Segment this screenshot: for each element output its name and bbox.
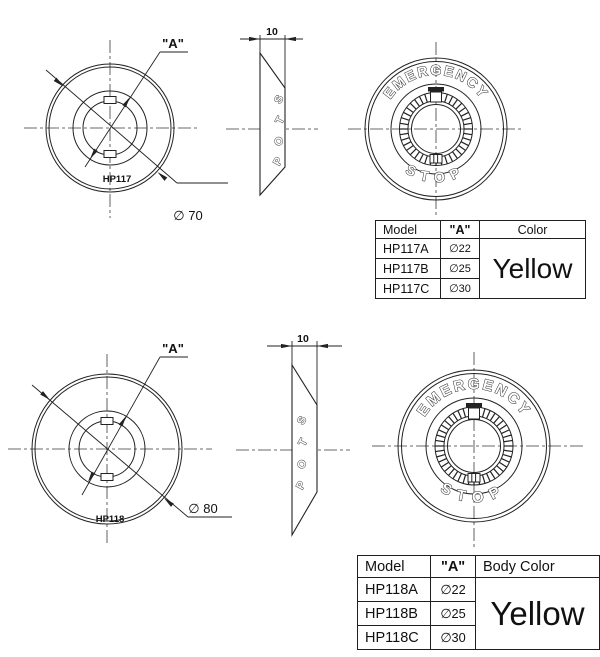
table-header-row bbox=[376, 221, 586, 239]
keyway-notch-bottom bbox=[101, 474, 113, 481]
a-cell: ∅22 bbox=[431, 578, 476, 602]
table-row bbox=[376, 239, 586, 259]
header-model: Model bbox=[376, 221, 441, 239]
header-model: Model bbox=[358, 556, 431, 578]
side-letter: T bbox=[296, 436, 311, 449]
side-letter: P bbox=[294, 479, 309, 492]
header-a: "A" bbox=[431, 556, 476, 578]
model-cell: HP118A bbox=[358, 578, 431, 602]
anti-rotation-tab-top bbox=[428, 87, 444, 92]
thickness-dim: 10 bbox=[266, 26, 278, 38]
dim-a-label: "A" bbox=[162, 341, 184, 356]
side-letter: O bbox=[272, 134, 287, 149]
side-letter: P bbox=[271, 155, 286, 168]
anti-rotation-tab-bottom bbox=[430, 155, 442, 164]
a-cell: ∅30 bbox=[431, 626, 476, 650]
a-cell: ∅25 bbox=[431, 602, 476, 626]
emergency-arc-text: EMERGENCY bbox=[413, 375, 535, 420]
table-row bbox=[358, 578, 600, 602]
dim-outer-label: ∅ 80 bbox=[188, 501, 218, 516]
model-cell: HP118C bbox=[358, 626, 431, 650]
header-body-color: Body Color bbox=[475, 556, 599, 578]
hp117-side-view bbox=[226, 26, 318, 195]
emergency-arc-text: EMERGENCY bbox=[380, 61, 492, 102]
side-letter: O bbox=[295, 457, 310, 472]
model-cell: HP117A bbox=[376, 239, 441, 259]
keyway-notch-top bbox=[104, 97, 116, 104]
side-letter: S bbox=[295, 414, 310, 427]
tab-top-body bbox=[469, 408, 480, 419]
dim-outer-label: ∅ 70 bbox=[173, 208, 203, 223]
anti-rotation-tab-bottom bbox=[468, 474, 480, 483]
a-cell: ∅22 bbox=[441, 239, 480, 259]
keyway-notch-bottom bbox=[104, 151, 116, 158]
thickness-dim: 10 bbox=[297, 333, 309, 345]
side-letter: S bbox=[272, 93, 287, 106]
hp118-side-view bbox=[236, 333, 350, 535]
model-label: HP118 bbox=[95, 514, 125, 525]
hp118-face-view bbox=[372, 352, 586, 548]
color-cell: Yellow bbox=[480, 239, 586, 299]
anti-rotation-tab-top bbox=[466, 403, 482, 408]
side-letter: T bbox=[273, 114, 288, 127]
table-header-row bbox=[358, 556, 600, 578]
hp117-face-view bbox=[348, 42, 524, 216]
header-a: "A" bbox=[441, 221, 480, 239]
stop-arc-text: STOP bbox=[437, 479, 511, 507]
a-cell: ∅25 bbox=[441, 259, 480, 279]
keyway-notch-top bbox=[101, 418, 113, 425]
hp117-front-view bbox=[24, 36, 228, 223]
color-cell: Yellow bbox=[475, 578, 599, 650]
stop-arc-text: STOP bbox=[403, 161, 469, 186]
tab-top-body bbox=[431, 92, 442, 102]
model-label: HP117 bbox=[102, 174, 132, 185]
dim-a-label: "A" bbox=[162, 36, 184, 51]
model-cell: HP118B bbox=[358, 602, 431, 626]
hp118-spec-table bbox=[357, 555, 600, 650]
header-color: Color bbox=[480, 221, 586, 239]
hp118-front-view bbox=[8, 341, 232, 546]
model-cell: HP117C bbox=[376, 279, 441, 299]
model-cell: HP117B bbox=[376, 259, 441, 279]
a-cell: ∅30 bbox=[441, 279, 480, 299]
hp117-spec-table bbox=[375, 220, 586, 299]
